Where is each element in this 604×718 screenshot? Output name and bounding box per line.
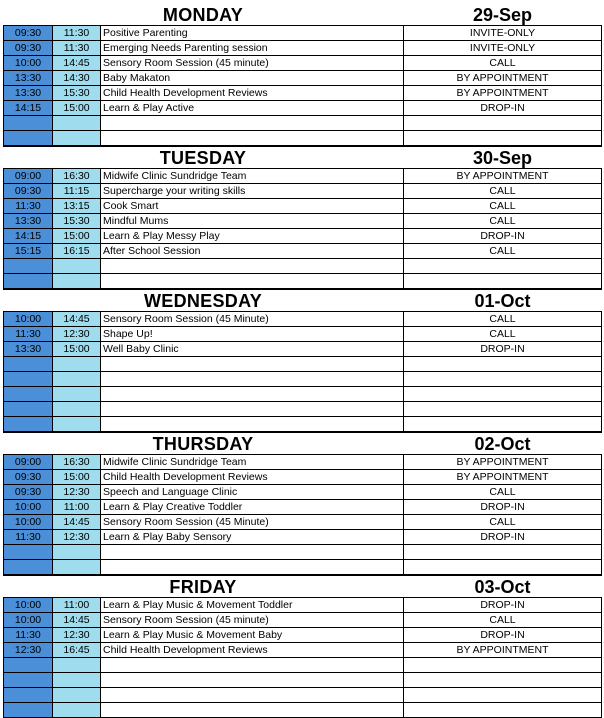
activity-name: Baby Makaton xyxy=(100,71,403,85)
end-time xyxy=(52,545,100,559)
end-time: 15:30 xyxy=(52,214,100,228)
start-time: 11:30 xyxy=(3,199,52,213)
day-block-monday xyxy=(3,4,602,146)
end-time: 15:00 xyxy=(52,342,100,356)
activity-name xyxy=(100,357,403,371)
day-name: MONDAY xyxy=(162,5,244,25)
session-row xyxy=(3,168,602,183)
activity-name: Learn & Play Music & Movement Toddler xyxy=(100,598,403,612)
booking-type xyxy=(403,688,602,702)
start-time: 10:00 xyxy=(3,56,52,70)
booking-type: DROP-IN xyxy=(403,628,602,642)
end-time xyxy=(52,274,100,288)
start-time xyxy=(3,372,52,386)
booking-type: CALL xyxy=(403,184,602,198)
session-row xyxy=(3,469,602,484)
empty-row xyxy=(3,371,602,386)
session-row xyxy=(3,183,602,198)
start-time xyxy=(3,417,52,431)
start-time: 09:30 xyxy=(3,470,52,484)
start-time xyxy=(3,116,52,130)
activity-name xyxy=(100,402,403,416)
start-time xyxy=(3,673,52,687)
end-time: 11:30 xyxy=(52,41,100,55)
end-time: 11:30 xyxy=(52,26,100,40)
end-time xyxy=(52,688,100,702)
end-time: 15:30 xyxy=(52,86,100,100)
start-time xyxy=(3,402,52,416)
session-row xyxy=(3,311,602,326)
day-date: 03-Oct xyxy=(474,577,531,597)
end-time: 14:30 xyxy=(52,71,100,85)
start-time xyxy=(3,703,52,717)
empty-row xyxy=(3,687,602,702)
weekly-timetable xyxy=(3,4,602,718)
end-time: 15:00 xyxy=(52,470,100,484)
booking-type: CALL xyxy=(403,244,602,258)
session-row xyxy=(3,499,602,514)
session-row xyxy=(3,85,602,100)
activity-name: Sensory Room Session (45 Minute) xyxy=(100,515,403,529)
day-date: 30-Sep xyxy=(472,148,533,168)
session-row xyxy=(3,55,602,70)
end-time: 13:15 xyxy=(52,199,100,213)
start-time: 09:00 xyxy=(3,169,52,183)
day-name: WEDNESDAY xyxy=(143,291,263,311)
day-header xyxy=(3,4,602,25)
end-time: 16:45 xyxy=(52,643,100,657)
activity-name xyxy=(100,259,403,273)
day-block-wednesday xyxy=(3,289,602,432)
empty-row xyxy=(3,702,602,718)
empty-row xyxy=(3,401,602,416)
end-time xyxy=(52,402,100,416)
booking-type: INVITE-ONLY xyxy=(403,41,602,55)
booking-type xyxy=(403,131,602,145)
day-name: FRIDAY xyxy=(169,577,237,597)
start-time xyxy=(3,688,52,702)
empty-row xyxy=(3,657,602,672)
end-time xyxy=(52,560,100,574)
start-time: 10:00 xyxy=(3,598,52,612)
activity-name xyxy=(100,673,403,687)
end-time: 14:45 xyxy=(52,312,100,326)
activity-name xyxy=(100,387,403,401)
activity-name xyxy=(100,131,403,145)
start-time xyxy=(3,387,52,401)
activity-name: Speech and Language Clinic xyxy=(100,485,403,499)
end-time xyxy=(52,387,100,401)
empty-row xyxy=(3,386,602,401)
day-block-tuesday xyxy=(3,146,602,289)
start-time xyxy=(3,131,52,145)
start-time xyxy=(3,560,52,574)
session-row xyxy=(3,100,602,115)
booking-type xyxy=(403,387,602,401)
empty-row xyxy=(3,672,602,687)
day-name: TUESDAY xyxy=(159,148,247,168)
booking-type xyxy=(403,372,602,386)
end-time: 11:00 xyxy=(52,598,100,612)
activity-name: Child Health Development Reviews xyxy=(100,470,403,484)
activity-name xyxy=(100,274,403,288)
start-time xyxy=(3,259,52,273)
start-time xyxy=(3,658,52,672)
booking-type xyxy=(403,658,602,672)
activity-name: Shape Up! xyxy=(100,327,403,341)
booking-type xyxy=(403,560,602,574)
session-row xyxy=(3,25,602,40)
start-time: 15:15 xyxy=(3,244,52,258)
activity-name: Child Health Development Reviews xyxy=(100,643,403,657)
end-time: 11:15 xyxy=(52,184,100,198)
activity-name: Sensory Room Session (45 minute) xyxy=(100,56,403,70)
booking-type xyxy=(403,357,602,371)
day-date: 29-Sep xyxy=(472,5,533,25)
session-row xyxy=(3,454,602,469)
end-time: 12:30 xyxy=(52,485,100,499)
activity-name xyxy=(100,372,403,386)
booking-type xyxy=(403,402,602,416)
start-time: 09:30 xyxy=(3,485,52,499)
booking-type: BY APPOINTMENT xyxy=(403,470,602,484)
activity-name: Well Baby Clinic xyxy=(100,342,403,356)
activity-name: Supercharge your writing skills xyxy=(100,184,403,198)
session-row xyxy=(3,243,602,258)
day-block-thursday xyxy=(3,432,602,575)
end-time xyxy=(52,259,100,273)
booking-type: CALL xyxy=(403,214,602,228)
start-time: 13:30 xyxy=(3,342,52,356)
start-time: 09:30 xyxy=(3,26,52,40)
start-time: 11:30 xyxy=(3,327,52,341)
booking-type: CALL xyxy=(403,56,602,70)
booking-type: CALL xyxy=(403,485,602,499)
end-time: 16:15 xyxy=(52,244,100,258)
end-time: 16:30 xyxy=(52,169,100,183)
end-time: 12:30 xyxy=(52,327,100,341)
session-row xyxy=(3,40,602,55)
day-header xyxy=(3,146,602,168)
empty-row xyxy=(3,115,602,130)
activity-name: Sensory Room Session (45 Minute) xyxy=(100,312,403,326)
empty-row xyxy=(3,559,602,575)
start-time: 13:30 xyxy=(3,71,52,85)
end-time: 12:30 xyxy=(52,628,100,642)
start-time: 14:15 xyxy=(3,229,52,243)
end-time xyxy=(52,131,100,145)
activity-name: Mindful Mums xyxy=(100,214,403,228)
booking-type: BY APPOINTMENT xyxy=(403,86,602,100)
day-header xyxy=(3,575,602,597)
empty-row xyxy=(3,258,602,273)
booking-type: CALL xyxy=(403,199,602,213)
end-time xyxy=(52,658,100,672)
end-time: 12:30 xyxy=(52,530,100,544)
end-time: 14:45 xyxy=(52,515,100,529)
start-time: 09:30 xyxy=(3,41,52,55)
start-time: 13:30 xyxy=(3,214,52,228)
end-time xyxy=(52,703,100,717)
start-time xyxy=(3,274,52,288)
activity-name: Sensory Room Session (45 minute) xyxy=(100,613,403,627)
session-row xyxy=(3,642,602,657)
activity-name xyxy=(100,545,403,559)
day-block-friday xyxy=(3,575,602,718)
booking-type: CALL xyxy=(403,327,602,341)
activity-name xyxy=(100,658,403,672)
end-time xyxy=(52,116,100,130)
empty-row xyxy=(3,416,602,432)
booking-type: DROP-IN xyxy=(403,101,602,115)
session-row xyxy=(3,514,602,529)
activity-name: Learn & Play Active xyxy=(100,101,403,115)
day-header xyxy=(3,289,602,311)
booking-type: DROP-IN xyxy=(403,530,602,544)
activity-name: Positive Parenting xyxy=(100,26,403,40)
booking-type: BY APPOINTMENT xyxy=(403,71,602,85)
start-time: 11:30 xyxy=(3,628,52,642)
booking-type: DROP-IN xyxy=(403,342,602,356)
booking-type: INVITE-ONLY xyxy=(403,26,602,40)
activity-name: Learn & Play Baby Sensory xyxy=(100,530,403,544)
session-row xyxy=(3,198,602,213)
day-name: THURSDAY xyxy=(152,434,254,454)
booking-type: DROP-IN xyxy=(403,598,602,612)
start-time xyxy=(3,545,52,559)
booking-type: DROP-IN xyxy=(403,229,602,243)
session-row xyxy=(3,597,602,612)
end-time xyxy=(52,372,100,386)
end-time: 11:00 xyxy=(52,500,100,514)
booking-type: BY APPOINTMENT xyxy=(403,643,602,657)
end-time: 15:00 xyxy=(52,101,100,115)
activity-name xyxy=(100,560,403,574)
booking-type: BY APPOINTMENT xyxy=(403,169,602,183)
booking-type xyxy=(403,274,602,288)
activity-name: Learn & Play Messy Play xyxy=(100,229,403,243)
session-row xyxy=(3,326,602,341)
empty-row xyxy=(3,544,602,559)
booking-type: BY APPOINTMENT xyxy=(403,455,602,469)
activity-name xyxy=(100,417,403,431)
activity-name: Learn & Play Creative Toddler xyxy=(100,500,403,514)
end-time xyxy=(52,673,100,687)
activity-name xyxy=(100,703,403,717)
activity-name: Child Health Development Reviews xyxy=(100,86,403,100)
activity-name: Midwife Clinic Sundridge Team xyxy=(100,455,403,469)
empty-row xyxy=(3,130,602,146)
end-time xyxy=(52,357,100,371)
end-time: 14:45 xyxy=(52,613,100,627)
day-date: 02-Oct xyxy=(474,434,531,454)
booking-type xyxy=(403,116,602,130)
start-time: 13:30 xyxy=(3,86,52,100)
activity-name xyxy=(100,116,403,130)
empty-row xyxy=(3,356,602,371)
booking-type: DROP-IN xyxy=(403,500,602,514)
session-row xyxy=(3,612,602,627)
session-row xyxy=(3,627,602,642)
activity-name: Cook Smart xyxy=(100,199,403,213)
activity-name: Learn & Play Music & Movement Baby xyxy=(100,628,403,642)
session-row xyxy=(3,228,602,243)
booking-type: CALL xyxy=(403,312,602,326)
empty-row xyxy=(3,273,602,289)
activity-name: Emerging Needs Parenting session xyxy=(100,41,403,55)
end-time: 16:30 xyxy=(52,455,100,469)
day-header xyxy=(3,432,602,454)
booking-type xyxy=(403,259,602,273)
booking-type xyxy=(403,673,602,687)
start-time: 10:00 xyxy=(3,515,52,529)
end-time: 14:45 xyxy=(52,56,100,70)
start-time: 09:00 xyxy=(3,455,52,469)
activity-name: Midwife Clinic Sundridge Team xyxy=(100,169,403,183)
start-time: 10:00 xyxy=(3,500,52,514)
session-row xyxy=(3,529,602,544)
activity-name xyxy=(100,688,403,702)
session-row xyxy=(3,341,602,356)
booking-type: CALL xyxy=(403,613,602,627)
booking-type xyxy=(403,703,602,717)
session-row xyxy=(3,70,602,85)
start-time: 12:30 xyxy=(3,643,52,657)
booking-type: CALL xyxy=(403,515,602,529)
start-time: 14:15 xyxy=(3,101,52,115)
booking-type xyxy=(403,417,602,431)
activity-name: After School Session xyxy=(100,244,403,258)
booking-type xyxy=(403,545,602,559)
start-time xyxy=(3,357,52,371)
session-row xyxy=(3,484,602,499)
end-time xyxy=(52,417,100,431)
end-time: 15:00 xyxy=(52,229,100,243)
start-time: 11:30 xyxy=(3,530,52,544)
start-time: 09:30 xyxy=(3,184,52,198)
day-date: 01-Oct xyxy=(474,291,531,311)
start-time: 10:00 xyxy=(3,613,52,627)
session-row xyxy=(3,213,602,228)
start-time: 10:00 xyxy=(3,312,52,326)
